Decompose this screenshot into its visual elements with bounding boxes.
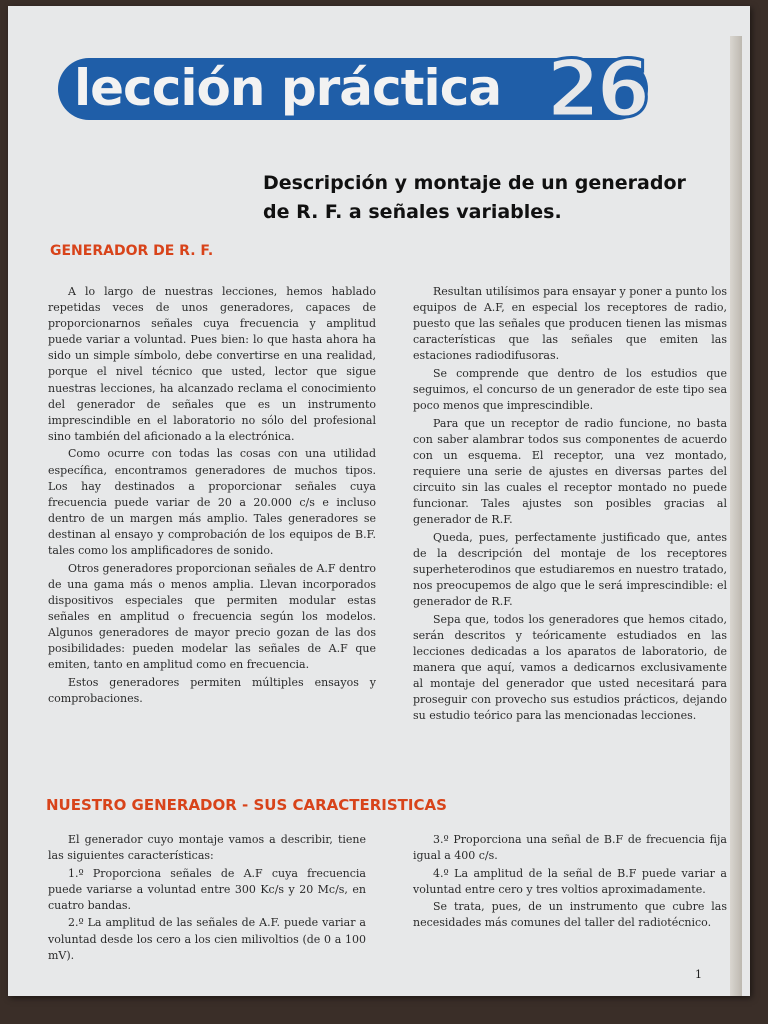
- lesson-number: 26: [546, 45, 647, 135]
- paragraph: Queda, pues, perfectamente justificado que, antes de la descripción del montaje de los receptores superheterodinos que estudiaremos en nuestro tratado, nos preocupemos de algo que le será imprescindible: el generador de R.F.: [413, 530, 727, 609]
- paragraph: Sepa que, todos los generadores que hemos citado, serán descritos y teóricamente estudiados en las lecciones dedicadas a los aparatos de laboratorio, de manera que aquí, vamos a dedicarnos exclusivamente al montaje del generador que usted necesitará para proseguir con provecho sus estudios prácticos, dejando su estudio teórico para las mencionadas lecciones.: [413, 612, 727, 723]
- paragraph: 4.º La amplitud de la señal de B.F puede variar a voluntad entre cero y tres voltios aproximadamente.: [413, 866, 727, 896]
- page-spine-edge: [730, 36, 742, 996]
- paragraph: A lo largo de nuestras lecciones, hemos hablado repetidas veces de unos generadores, capaces de proporcionarnos señales cuya frecuencia y amplitud puede variar a voluntad. Pues bien: lo que hasta ahora ha sido un simple símbolo, debe convertirse en una realidad, porque el nivel técnico que usted, lector que sigue nuestras lecciones, ha alcanzado reclama el conocimiento del generador de señales que es un instrumento imprescindible en el laboratorio no sólo del profesional sino también del aficionado a la electrónica.: [48, 285, 376, 443]
- section-heading-generador: GENERADOR DE R. F.: [50, 243, 214, 259]
- paragraph: Otros generadores proporcionan señales de A.F dentro de una gama más o menos amplia. Llevan incorporados dispositivos especiales que permiten modular estas señales en amplitud o frecuencia según los modelos. Algunos generadores de mayor precio gozan de las dos posibilidades: pueden modelar las señales de A.F que emiten, tanto en amplitud como en frecuencia.: [48, 561, 376, 672]
- paragraph: Como ocurre con todas las cosas con una utilidad específica, encontramos generadores de muchos tipos. Los hay destinados a proporcionar señales cuya frecuencia puede variar de 20 a 20.000 c/s e incluso dentro de un margen más amplio. Tales generadores se destinan al ensayo y comprobación de los equipos de B.F. tales como los amplificadores de sonido.: [48, 447, 376, 557]
- paragraph: Resultan utilísimos para ensayar y poner a punto los equipos de A.F, en especial los receptores de radio, puesto que las señales que producen tienen las mismas características que las señales que emiten las estaciones radiodifusoras.: [413, 285, 727, 363]
- book-page: [8, 6, 750, 996]
- paragraph: Para que un receptor de radio funcione, no basta con saber alambrar todos sus componentes de acuerdo con un esquema. El receptor, una vez montado, requiere una serie de ajustes en diversas partes del circuito sin las cuales el receptor montado no puede funcionar. Tales ajustes son posibles gracias al generador de R.F.: [413, 416, 727, 527]
- paragraph: El generador cuyo montaje vamos a describir, tiene las siguientes características:: [48, 833, 366, 863]
- banner-title: lección práctica: [74, 59, 502, 117]
- paragraph: 3.º Proporciona una señal de B.F de frecuencia fija igual a 400 c/s.: [413, 833, 727, 863]
- paragraph: Se comprende que dentro de los estudios que seguimos, el concurso de un generador de este tipo sea poco menos que imprescindible.: [413, 366, 727, 413]
- section1-column-left: [48, 284, 376, 708]
- section2-column-left: [48, 832, 366, 965]
- paragraph: Estos generadores permiten múltiples ensayos y comprobaciones.: [48, 675, 376, 705]
- section-heading-caracteristicas: NUESTRO GENERADOR - SUS CARACTERISTICAS: [46, 796, 447, 814]
- paragraph: Se trata, pues, de un instrumento que cubre las necesidades más comunes del taller del radiotécnico.: [413, 900, 727, 930]
- section2-column-right: [413, 832, 727, 933]
- section1-column-right: [413, 284, 727, 726]
- paragraph: 2.º La amplitud de las señales de A.F. puede variar a voluntad desde los cero a los cien milivoltios (de 0 a 100 mV).: [48, 916, 366, 962]
- page-number: 1: [695, 968, 702, 981]
- page-title: Descripción y montaje de un generador de R. F. a señales variables.: [263, 172, 686, 223]
- lesson-banner: [58, 45, 708, 144]
- paragraph: 1.º Proporciona señales de A.F cuya frecuencia puede variarse a voluntad entre 300 Kc/s y 20 Mc/s, en cuatro bandas.: [48, 866, 366, 912]
